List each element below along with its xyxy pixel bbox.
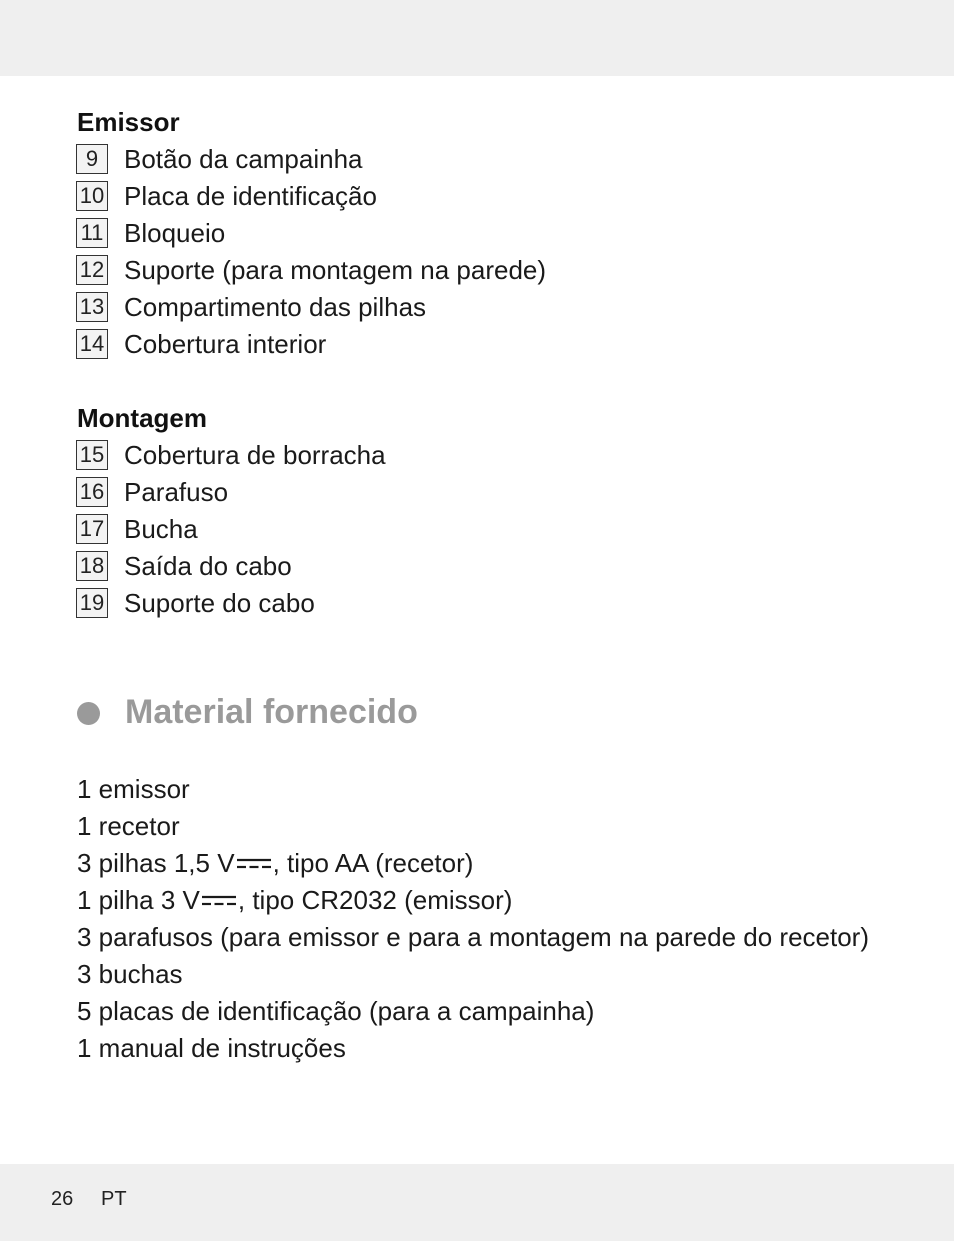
item-text: 5 placas de identificação (para a campainha): [77, 996, 595, 1026]
part-number: 17: [76, 514, 108, 544]
part-label: Bucha: [124, 514, 198, 544]
part-number: 18: [76, 551, 108, 581]
emissor-heading: Emissor: [77, 107, 180, 137]
part-number: 11: [76, 218, 108, 248]
part-number: 19: [76, 588, 108, 618]
part-label: Compartimento das pilhas: [124, 292, 427, 322]
footer-band: [0, 1164, 954, 1241]
item-text: 3 buchas: [77, 959, 183, 989]
item-text: 1 pilha 3 V: [77, 885, 200, 915]
part-label: Placa de identificação: [124, 181, 377, 211]
dc-current-icon: [202, 894, 236, 906]
language-code: PT: [101, 1188, 127, 1210]
part-label: Suporte (para montagem na parede): [124, 255, 547, 285]
part-number: 15: [76, 440, 108, 470]
part-number: 16: [76, 477, 108, 507]
list-item: [77, 882, 869, 919]
part-number: 9: [76, 144, 108, 174]
item-text: 1 manual de instruções: [77, 1033, 346, 1063]
montagem-heading: Montagem: [77, 403, 207, 433]
part-label: Cobertura interior: [124, 329, 327, 359]
item-text: , tipo AA (recetor): [272, 848, 474, 878]
supplied-material-list: [77, 771, 869, 1067]
part-number: 14: [76, 329, 108, 359]
part-number: 12: [76, 255, 108, 285]
list-item: [77, 771, 869, 808]
part-label: Bloqueio: [124, 218, 226, 248]
item-text: , tipo CR2032 (emissor): [237, 885, 513, 915]
item-text: 3 pilhas 1,5 V: [77, 848, 235, 878]
item-text: 1 recetor: [77, 811, 180, 841]
item-text: 1 emissor: [77, 774, 190, 804]
list-item: [77, 808, 869, 845]
list-item: [77, 993, 869, 1030]
list-item: [77, 845, 869, 882]
list-item: [77, 919, 869, 956]
part-number: 10: [76, 181, 108, 211]
page-number: 26: [51, 1188, 74, 1210]
part-label: Saída do cabo: [124, 551, 292, 581]
dc-current-icon: [237, 857, 271, 869]
part-label: Parafuso: [124, 477, 229, 507]
header-band: [0, 0, 954, 76]
part-number: 13: [76, 292, 108, 322]
list-item: [77, 956, 869, 993]
part-label: Botão da campainha: [124, 144, 363, 174]
part-label: Suporte do cabo: [124, 588, 315, 618]
part-label: Cobertura de borracha: [124, 440, 386, 470]
item-text: 3 parafusos (para emissor e para a montagem na parede do recetor): [77, 922, 869, 952]
list-item: [77, 1030, 869, 1067]
section-title-text: Material fornecido: [125, 693, 418, 731]
bullet-icon: [77, 702, 100, 725]
